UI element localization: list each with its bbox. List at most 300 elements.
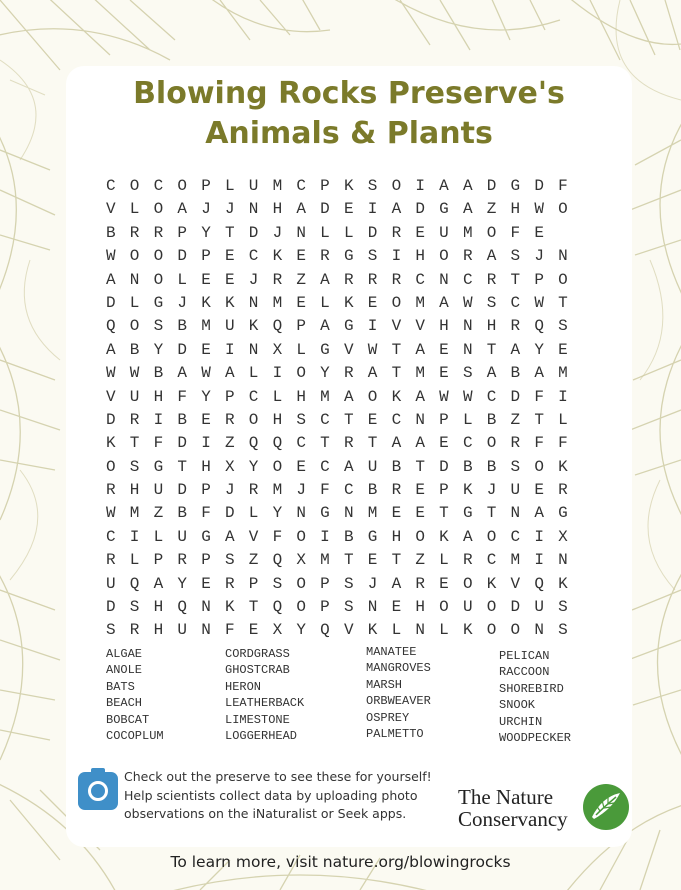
word-list-item: ORBWEAVER <box>366 694 431 709</box>
grid-letter: C <box>510 293 521 312</box>
grid-letter: W <box>534 293 544 312</box>
grid-letter: A <box>439 293 449 312</box>
grid-letter: H <box>296 387 306 406</box>
grid-letter: V <box>343 340 354 359</box>
grid-letter: X <box>272 621 283 640</box>
grid-letter: P <box>201 177 211 195</box>
grid-letter: G <box>367 527 378 546</box>
word-list-item: PALMETTO <box>366 727 424 742</box>
grid-letter: O <box>486 434 497 453</box>
grid-letter: L <box>320 293 330 312</box>
grid-letter: R <box>415 574 425 593</box>
grid-letter: H <box>153 387 164 406</box>
grid-letter: L <box>129 551 140 570</box>
grid-letter: D <box>510 387 521 406</box>
grid-letter: E <box>224 247 235 266</box>
grid-letter: U <box>534 598 544 617</box>
grid-letter: O <box>296 527 306 546</box>
grid-letter: Q <box>272 434 283 453</box>
grid-letter: I <box>272 364 283 383</box>
grid-letter: R <box>510 317 521 336</box>
grid-letter: A <box>343 387 354 406</box>
grid-letter: E <box>367 410 378 429</box>
grid-letter: R <box>177 551 187 570</box>
grid-letter: C <box>248 247 259 266</box>
grid-letter: B <box>177 410 187 429</box>
grid-letter: F <box>201 504 211 523</box>
grid-letter: T <box>415 457 425 476</box>
grid-letter: K <box>486 574 497 593</box>
grid-letter: R <box>224 574 235 593</box>
grid-letter: A <box>177 364 187 383</box>
grid-letter: S <box>558 598 568 617</box>
grid-letter: S <box>129 598 140 617</box>
grid-letter: G <box>320 504 330 523</box>
grid-letter: R <box>558 481 568 500</box>
grid-letter: L <box>558 410 568 429</box>
grid-letter: S <box>153 317 164 336</box>
grid-letter: L <box>153 527 164 546</box>
grid-letter: Y <box>201 387 211 406</box>
grid-letter: A <box>106 340 116 359</box>
word-list-item: HERON <box>225 679 262 694</box>
grid-letter: J <box>296 481 306 500</box>
grid-letter: Z <box>510 410 521 429</box>
nature-conservancy-logo <box>458 786 630 836</box>
grid-letter: M <box>320 387 330 406</box>
grid-letter: E <box>201 270 211 289</box>
grid-letter: A <box>224 527 235 546</box>
grid-letter: V <box>415 317 425 336</box>
grid-letter: S <box>272 574 283 593</box>
grid-letter: P <box>296 317 306 336</box>
grid-letter: T <box>391 551 402 570</box>
grid-letter: C <box>153 177 164 195</box>
grid-letter: D <box>177 247 187 266</box>
grid-letter: E <box>534 481 544 500</box>
grid-letter: T <box>534 410 544 429</box>
grid-letter: S <box>367 177 378 195</box>
grid-letter: Z <box>486 200 497 219</box>
grid-letter: L <box>129 200 140 219</box>
word-list-item: SNOOK <box>499 698 536 713</box>
grid-letter: E <box>296 247 306 266</box>
grid-letter: X <box>296 551 306 570</box>
title-line-2: Animals & Plants <box>205 116 493 151</box>
grid-letter: G <box>343 317 354 336</box>
grid-letter: R <box>510 434 521 453</box>
grid-letter: I <box>320 527 330 546</box>
grid-letter: S <box>343 598 354 617</box>
grid-letter: G <box>439 200 449 219</box>
grid-letter: T <box>343 410 354 429</box>
grid-letter: H <box>272 200 283 219</box>
grid-letter: B <box>106 223 116 242</box>
grid-letter: F <box>224 621 235 640</box>
grid-letter: M <box>367 504 378 523</box>
camera-icon <box>78 772 118 810</box>
title-line-1: Blowing Rocks Preserve's <box>133 76 565 111</box>
grid-letter: O <box>248 410 259 429</box>
grid-letter: B <box>486 457 497 476</box>
logo-line-2: Conservancy <box>458 807 568 831</box>
grid-letter: N <box>558 551 568 570</box>
grid-letter: N <box>296 223 306 242</box>
grid-letter: J <box>224 481 235 500</box>
grid-letter: N <box>296 504 306 523</box>
grid-letter: Q <box>534 317 544 336</box>
grid-letter: L <box>391 621 402 640</box>
grid-letter: Y <box>177 574 187 593</box>
grid-letter: E <box>415 504 425 523</box>
grid-letter: I <box>534 527 544 546</box>
grid-letter: J <box>272 223 283 242</box>
grid-letter: H <box>415 598 425 617</box>
grid-letter: D <box>177 481 187 500</box>
grid-letter: M <box>558 364 568 383</box>
grid-letter: C <box>462 434 473 453</box>
grid-letter: X <box>224 457 235 476</box>
grid-letter: Z <box>153 504 164 523</box>
grid-letter: H <box>153 598 164 617</box>
grid-letter: D <box>106 410 116 429</box>
grid-letter: Y <box>534 340 544 359</box>
word-list-item: BOBCAT <box>106 712 150 727</box>
grid-letter: O <box>296 574 306 593</box>
grid-letter: T <box>486 504 497 523</box>
grid-letter: U <box>177 527 187 546</box>
grid-letter: P <box>201 551 211 570</box>
grid-letter: J <box>224 200 235 219</box>
grid-letter: D <box>177 434 187 453</box>
grid-letter: I <box>415 177 425 195</box>
grid-letter: K <box>558 457 568 476</box>
grid-letter: G <box>343 247 354 266</box>
grid-letter: T <box>367 434 378 453</box>
grid-letter: D <box>367 223 378 242</box>
page-title <box>66 74 632 154</box>
grid-letter: O <box>534 457 544 476</box>
grid-letter: N <box>248 340 259 359</box>
grid-letter: W <box>106 364 116 383</box>
grid-letter: R <box>106 551 116 570</box>
grid-letter: N <box>415 410 425 429</box>
grid-letter: B <box>177 317 187 336</box>
grid-letter: A <box>296 200 306 219</box>
grid-letter: O <box>153 270 164 289</box>
grid-letter: T <box>224 223 235 242</box>
grid-letter: E <box>439 434 449 453</box>
grid-letter: F <box>177 387 187 406</box>
grid-letter: S <box>106 621 116 640</box>
word-list-item: BEACH <box>106 696 143 711</box>
grid-letter: T <box>320 434 330 453</box>
grid-letter: R <box>462 247 473 266</box>
grid-letter: T <box>391 364 402 383</box>
grid-letter: R <box>272 270 283 289</box>
grid-letter: P <box>177 223 187 242</box>
grid-letter: L <box>177 270 187 289</box>
grid-letter: S <box>558 317 568 336</box>
grid-letter: C <box>510 527 521 546</box>
grid-letter: T <box>510 270 521 289</box>
grid-letter: D <box>106 293 116 312</box>
grid-letter: Q <box>129 574 140 593</box>
grid-letter: O <box>106 457 116 476</box>
grid-letter: K <box>367 621 378 640</box>
grid-letter: J <box>177 293 187 312</box>
grid-letter: B <box>391 457 402 476</box>
grid-letter: P <box>320 177 330 195</box>
grid-letter: U <box>248 177 259 195</box>
grid-letter: B <box>367 481 378 500</box>
grid-letter: O <box>415 527 425 546</box>
grid-letter: I <box>201 434 211 453</box>
grid-letter: Y <box>272 504 283 523</box>
grid-letter: V <box>510 574 521 593</box>
grid-letter: A <box>510 340 521 359</box>
grid-letter: X <box>558 527 568 546</box>
grid-letter: O <box>462 574 473 593</box>
word-list-item: MANGROVES <box>366 661 431 676</box>
grid-letter: N <box>201 598 211 617</box>
grid-letter: B <box>129 340 140 359</box>
grid-letter: A <box>320 317 330 336</box>
grid-letter: R <box>248 481 259 500</box>
word-list-column-1 <box>106 646 164 744</box>
grid-letter: E <box>367 293 378 312</box>
word-search-grid <box>106 175 582 643</box>
grid-letter: C <box>486 387 497 406</box>
grid-letter: E <box>367 551 378 570</box>
grid-letter: M <box>462 223 473 242</box>
grid-letter: A <box>367 364 378 383</box>
grid-letter: K <box>343 293 354 312</box>
grid-letter: E <box>343 200 354 219</box>
grid-letter: I <box>367 200 378 219</box>
grid-letter: D <box>534 177 544 195</box>
grid-letter: I <box>153 410 164 429</box>
grid-letter: S <box>510 247 521 266</box>
grid-letter: R <box>391 223 402 242</box>
grid-letter: M <box>272 481 283 500</box>
grid-letter: N <box>558 247 568 266</box>
grid-letter: B <box>510 364 521 383</box>
grid-letter: E <box>439 340 449 359</box>
grid-letter: W <box>106 504 116 523</box>
grid-letter: S <box>510 457 521 476</box>
grid-letter: O <box>153 247 164 266</box>
grid-letter: A <box>391 200 402 219</box>
grid-letter: E <box>201 410 211 429</box>
grid-letter: Q <box>272 551 283 570</box>
grid-letter: U <box>106 574 116 593</box>
grid-letter: H <box>486 317 497 336</box>
word-list-item: PELICAN <box>499 649 550 663</box>
grid-letter: G <box>462 504 473 523</box>
grid-letter: V <box>106 387 116 406</box>
grid-letter: A <box>462 527 473 546</box>
grid-letter: K <box>462 481 473 500</box>
grid-letter: P <box>439 481 449 500</box>
grid-letter: G <box>320 340 330 359</box>
grid-letter: N <box>367 598 378 617</box>
grid-letter: C <box>320 410 330 429</box>
grid-letter: O <box>129 247 140 266</box>
grid-letter: S <box>129 457 140 476</box>
grid-letter: P <box>153 551 164 570</box>
grid-letter: T <box>486 340 497 359</box>
grid-letter: R <box>391 270 402 289</box>
grid-letter: Z <box>415 551 425 570</box>
grid-letter: J <box>367 574 378 593</box>
grid-letter: E <box>558 340 568 359</box>
word-list-item: GHOSTCRAB <box>225 663 290 678</box>
grid-letter: H <box>415 247 425 266</box>
grid-letter: N <box>510 504 521 523</box>
grid-letter: O <box>486 598 497 617</box>
grid-letter: V <box>248 527 259 546</box>
grid-letter: N <box>462 317 473 336</box>
grid-letter: A <box>534 504 544 523</box>
grid-letter: A <box>343 457 354 476</box>
grid-letter: O <box>558 270 568 289</box>
grid-letter: K <box>248 317 259 336</box>
grid-letter: O <box>391 177 402 195</box>
grid-letter: R <box>343 364 354 383</box>
word-list-item: LOGGERHEAD <box>225 729 298 744</box>
grid-letter: D <box>415 200 425 219</box>
grid-letter: W <box>534 200 544 219</box>
grid-letter: M <box>272 177 283 195</box>
word-list-item: URCHIN <box>499 714 543 729</box>
grid-letter: H <box>272 410 283 429</box>
grid-letter: U <box>153 481 164 500</box>
grid-letter: U <box>129 387 140 406</box>
grid-letter: Q <box>534 574 544 593</box>
grid-letter: B <box>486 410 497 429</box>
grid-letter: S <box>558 621 568 640</box>
grid-letter: O <box>439 247 449 266</box>
grid-letter: H <box>510 200 521 219</box>
grid-letter: L <box>296 340 306 359</box>
grid-letter: H <box>391 527 402 546</box>
word-list-column-4 <box>499 648 571 746</box>
grid-letter: R <box>129 621 140 640</box>
grid-letter: P <box>534 270 544 289</box>
grid-letter: O <box>129 317 140 336</box>
word-list-item: MANATEE <box>366 645 417 659</box>
grid-letter: A <box>391 434 402 453</box>
grid-letter: L <box>439 621 449 640</box>
grid-letter: L <box>320 223 330 242</box>
grid-letter: O <box>296 598 306 617</box>
grid-letter: Q <box>248 434 259 453</box>
grid-letter: A <box>486 247 497 266</box>
grid-letter: S <box>224 551 235 570</box>
grid-letter: F <box>320 481 330 500</box>
footer-link-text: To learn more, visit nature.org/blowingrocks <box>170 853 511 871</box>
grid-letter: E <box>391 598 402 617</box>
grid-letter: L <box>248 364 259 383</box>
grid-letter: E <box>201 340 211 359</box>
grid-letter: M <box>272 293 283 312</box>
grid-letter: P <box>201 481 211 500</box>
grid-letter: Q <box>272 317 283 336</box>
grid-letter: A <box>462 177 473 195</box>
grid-letter: D <box>248 223 259 242</box>
grid-letter: P <box>248 574 259 593</box>
grid-letter: G <box>201 527 211 546</box>
grid-letter: O <box>486 621 497 640</box>
word-list-item: SHOREBIRD <box>499 681 564 696</box>
word-list-item: WOODPECKER <box>499 731 572 746</box>
grid-letter: E <box>534 223 544 242</box>
grid-letter: E <box>391 504 402 523</box>
grid-letter: R <box>391 481 402 500</box>
grid-letter: C <box>320 457 330 476</box>
grid-letter: D <box>510 598 521 617</box>
grid-letter: F <box>510 223 521 242</box>
word-list-item: ALGAE <box>106 647 143 661</box>
grid-letter: D <box>486 177 497 195</box>
grid-letter: M <box>320 551 330 570</box>
grid-letter: K <box>462 621 473 640</box>
grid-letter: M <box>415 293 425 312</box>
grid-letter: W <box>462 387 473 406</box>
grid-letter: A <box>391 574 402 593</box>
grid-letter: A <box>415 434 425 453</box>
word-list-item: LIMESTONE <box>225 712 290 727</box>
grid-letter: K <box>439 527 449 546</box>
grid-letter: C <box>296 434 306 453</box>
grid-letter: T <box>177 457 187 476</box>
grid-letter: R <box>129 410 140 429</box>
grid-letter: N <box>248 293 259 312</box>
grid-letter: R <box>106 481 116 500</box>
grid-letter: A <box>320 270 330 289</box>
info-text <box>124 768 454 824</box>
grid-letter: T <box>343 551 354 570</box>
grid-letter: E <box>224 270 235 289</box>
grid-letter: E <box>296 293 306 312</box>
grid-letter: Y <box>248 457 259 476</box>
grid-letter: F <box>558 177 568 195</box>
grid-letter: O <box>439 598 449 617</box>
grid-letter: Q <box>272 598 283 617</box>
grid-letter: S <box>486 293 497 312</box>
grid-letter: W <box>367 340 378 359</box>
grid-letter: L <box>224 177 235 195</box>
grid-letter: U <box>462 598 473 617</box>
grid-letter: F <box>558 434 568 453</box>
word-list-item: CORDGRASS <box>225 647 290 661</box>
grid-letter: V <box>106 200 116 219</box>
grid-letter: A <box>153 574 164 593</box>
grid-letter: M <box>415 364 425 383</box>
grid-letter: A <box>224 364 235 383</box>
grid-letter: I <box>224 340 235 359</box>
grid-letter: O <box>153 200 164 219</box>
grid-letter: G <box>558 504 568 523</box>
grid-letter: O <box>486 527 497 546</box>
grid-letter: Y <box>296 621 306 640</box>
grid-letter: K <box>224 293 235 312</box>
grid-letter: R <box>367 270 378 289</box>
grid-letter: N <box>439 270 449 289</box>
grid-letter: W <box>462 293 473 312</box>
grid-letter: U <box>177 621 187 640</box>
